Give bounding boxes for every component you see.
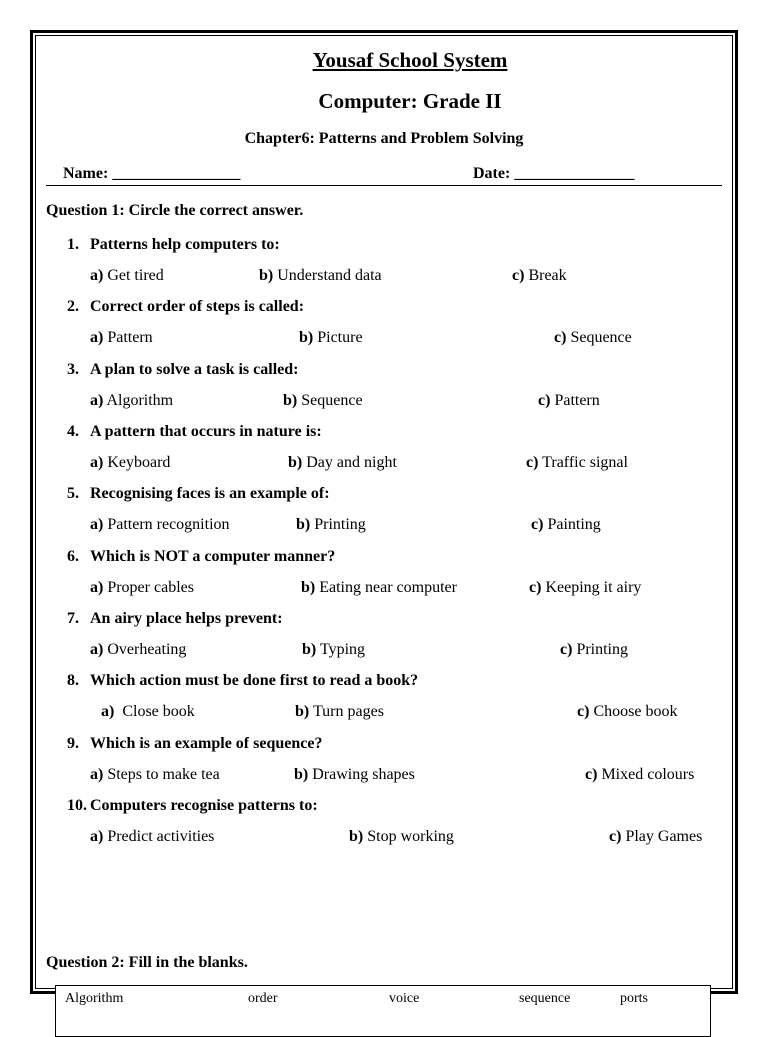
option-c: c) Painting — [531, 516, 601, 533]
question-text: Which is an example of sequence? — [90, 735, 323, 752]
option-b: b) Drawing shapes — [294, 766, 415, 783]
word-bank-item: ports — [620, 991, 648, 1006]
question-number: 1. — [67, 236, 79, 253]
question-number: 8. — [67, 672, 79, 689]
question-text: Correct order of steps is called: — [90, 298, 305, 315]
option-b: b) Eating near computer — [301, 579, 457, 596]
option-a: a) Steps to make tea — [90, 766, 220, 783]
option-a: a) Keyboard — [90, 454, 171, 471]
question-number: 3. — [67, 361, 79, 378]
question-number: 7. — [67, 610, 79, 627]
option-b: b) Printing — [296, 516, 366, 533]
option-a: a) Pattern — [90, 329, 153, 346]
option-a: a) Predict activities — [90, 828, 215, 845]
option-c: c) Printing — [560, 641, 628, 658]
option-b: b) Understand data — [259, 267, 382, 284]
date-field: Date: _______________ — [473, 165, 635, 182]
question-number: 9. — [67, 735, 79, 752]
option-c: c) Play Games — [609, 828, 703, 845]
question-text: Patterns help computers to: — [90, 236, 280, 253]
chapter-title: Chapter6: Patterns and Problem Solving — [244, 130, 524, 147]
question-text: Recognising faces is an example of: — [90, 485, 330, 502]
option-c: c) Keeping it airy — [529, 579, 642, 596]
option-a: a) Overheating — [90, 641, 187, 658]
question1-heading: Question 1: Circle the correct answer. — [46, 202, 304, 219]
subject-title: Computer: Grade II — [318, 89, 502, 113]
option-c: c) Choose book — [577, 703, 678, 720]
question-text: An airy place helps prevent: — [90, 610, 283, 627]
option-c: c) Mixed colours — [585, 766, 695, 783]
question-number: 10. — [67, 797, 87, 814]
option-c: c) Break — [512, 267, 567, 284]
word-bank-item: order — [248, 991, 278, 1006]
question-text: A pattern that occurs in nature is: — [90, 423, 322, 440]
word-bank-item: Algorithm — [65, 991, 124, 1006]
option-a: a) Algorithm — [90, 392, 174, 409]
option-b: b) Day and night — [288, 454, 397, 471]
option-c: c) Pattern — [538, 392, 600, 409]
question-text: Which is NOT a computer manner? — [90, 548, 336, 565]
question-text: A plan to solve a task is called: — [90, 361, 299, 378]
word-bank-item: sequence — [519, 991, 571, 1006]
option-c: c) Traffic signal — [526, 454, 628, 471]
word-bank-box — [55, 985, 711, 1037]
question-number: 2. — [67, 298, 79, 315]
option-a: a) Get tired — [90, 267, 164, 284]
option-b: b) Sequence — [283, 392, 363, 409]
option-b: b) Typing — [302, 641, 366, 658]
option-c: c) Sequence — [554, 329, 632, 346]
question-number: 5. — [67, 485, 79, 502]
question-number: 6. — [67, 548, 79, 565]
question2-heading: Question 2: Fill in the blanks. — [46, 954, 248, 971]
word-bank-item: voice — [389, 991, 420, 1006]
question-number: 4. — [67, 423, 79, 440]
option-a: a) Pattern recognition — [90, 516, 230, 533]
school-title: Yousaf School System — [312, 48, 508, 72]
option-b: b) Stop working — [349, 828, 454, 845]
header-divider — [46, 185, 722, 186]
question-text: Computers recognise patterns to: — [90, 797, 318, 814]
name-field: Name: ________________ — [63, 165, 241, 182]
option-b: b) Turn pages — [295, 703, 384, 720]
option-b: b) Picture — [299, 329, 363, 346]
option-a: a) Proper cables — [90, 579, 194, 596]
question-text: Which action must be done first to read a book? — [90, 672, 419, 689]
option-a: a) Close book — [101, 703, 195, 720]
